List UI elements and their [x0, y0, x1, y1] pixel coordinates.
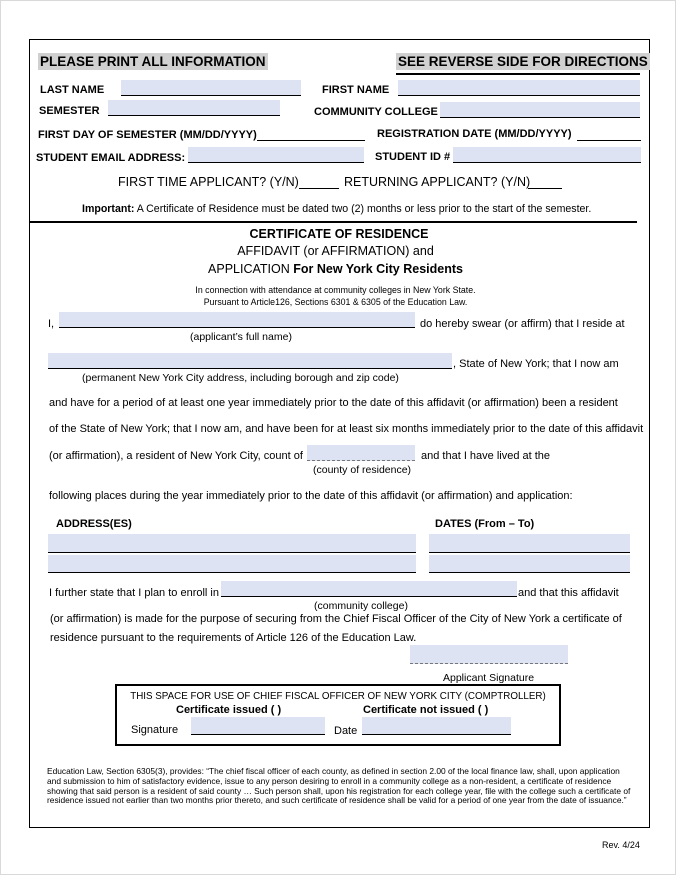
- community-college-label: COMMUNITY COLLEGE: [314, 106, 438, 118]
- first-name-field[interactable]: [398, 80, 640, 96]
- addresses-header: ADDRESS(ES): [56, 518, 132, 530]
- returning-label: RETURNING APPLICANT? (Y/N): [344, 175, 531, 189]
- dates-row-2[interactable]: [429, 555, 630, 573]
- address-caption: (permanent New York City address, including borough and zip code): [82, 372, 399, 384]
- important-label: Important:: [82, 203, 135, 215]
- header-underline: [396, 73, 640, 75]
- college-caption: (community college): [314, 600, 408, 612]
- pursuant-note: Pursuant to Article126, Sections 6301 & 6305 of the Education Law.: [203, 297, 468, 307]
- important-note: [82, 203, 591, 215]
- registration-date-label: REGISTRATION DATE (MM/DD/YYYY): [377, 128, 572, 140]
- first-time-label: FIRST TIME APPLICANT? (Y/N): [118, 175, 299, 189]
- email-field[interactable]: [188, 147, 364, 163]
- first-day-field[interactable]: [257, 125, 365, 141]
- section-divider: [29, 221, 637, 223]
- cfo-title: THIS SPACE FOR USE OF CHIEF FISCAL OFFICER OF NEW YORK CITY (COMPTROLLER): [130, 691, 546, 702]
- applicant-signature-field[interactable]: [410, 645, 568, 664]
- last-name-field[interactable]: [121, 80, 301, 96]
- dates-header: DATES (From – To): [435, 518, 535, 530]
- affidavit-subtitle: AFFIDAVIT (or AFFIRMATION) and: [237, 244, 434, 258]
- print-all-header: PLEASE PRINT ALL INFORMATION: [40, 54, 266, 69]
- first-name-label: FIRST NAME: [322, 84, 390, 96]
- application-word: APPLICATION: [208, 262, 294, 276]
- first-day-label: FIRST DAY OF SEMESTER (MM/DD/YYYY): [38, 129, 257, 141]
- returning-field[interactable]: [528, 173, 562, 189]
- paragraph-line-4: following places during the year immediately prior to the date of this affidavit (or affirmation) and application:: [49, 490, 573, 502]
- affidavit-text: and that this affidavit: [518, 587, 619, 599]
- community-college-field[interactable]: [440, 102, 640, 118]
- enroll-text: I further state that I plan to enroll in: [49, 587, 219, 599]
- paragraph-line-1: and have for a period of at least one year immediately prior to the date of this affidavit (or affirmation) been a resident: [49, 397, 618, 409]
- nyc-residents-text: For New York City Residents: [293, 262, 463, 276]
- revision-label: Rev. 4/24: [602, 840, 640, 850]
- state-ny-text: , State of New York; that I now am: [453, 358, 619, 370]
- i-label: I,: [48, 318, 55, 330]
- student-id-field[interactable]: [453, 147, 641, 163]
- education-law-footnote: Education Law, Section 6305(3), provides: “The chief fiscal officer of each county, as defined in section 2.00 of the local finance law, shall, upon application and submission to him of satisfactory evidence, issue to any person desiring to enroll in a community college as a non-resident, a certificate of residence showing that said person is a resident of said county … Such person shall, upon his registration for each college year, file with the college such a certificate of residence issued not earlier than two months prior thereto, and such certificate of residence shall be valid for a period of one year from the date of issuance.”: [47, 766, 631, 806]
- county-caption: (county of residence): [313, 464, 412, 476]
- dates-row-1[interactable]: [429, 534, 630, 553]
- semester-field[interactable]: [108, 100, 280, 116]
- county-field[interactable]: [307, 445, 415, 461]
- paragraph-line-6: (or affirmation) is made for the purpose of securing from the Chief Fiscal Officer of the City of New York a certificate of: [50, 613, 622, 625]
- certificate-issued[interactable]: Certificate issued ( ): [176, 704, 282, 716]
- certificate-not-issued[interactable]: Certificate not issued ( ): [363, 704, 489, 716]
- cfo-date-label: Date: [334, 725, 358, 737]
- reverse-side-header: SEE REVERSE SIDE FOR DIRECTIONS: [398, 54, 648, 69]
- registration-date-field[interactable]: [577, 125, 641, 141]
- address-row-2[interactable]: [48, 555, 416, 573]
- student-id-label: STUDENT ID #: [375, 151, 451, 163]
- signature-caption: Applicant Signature: [443, 672, 535, 684]
- cfo-box: [115, 684, 561, 746]
- connection-note: In connection with attendance at community colleges in New York State.: [195, 285, 476, 295]
- full-name-caption: (applicant’s full name): [190, 331, 292, 343]
- paragraph-line-3: (or affirmation), a resident of New York City, count of: [49, 450, 303, 462]
- first-time-field[interactable]: [299, 173, 339, 189]
- cfo-signature-label: Signature: [131, 724, 179, 736]
- paragraph-line-7: residence pursuant to the requirements of Article 126 of the Education Law.: [50, 632, 417, 644]
- important-text: A Certificate of Residence must be dated two (2) months or less prior to the start of the semester.: [136, 203, 592, 215]
- paragraph-line-2: of the State of New York; that I now am, and have been for at least six months immediately prior to the date of this affidavit: [49, 423, 644, 435]
- semester-label: SEMESTER: [39, 105, 100, 117]
- nyc-address-field[interactable]: [48, 353, 452, 369]
- lived-at-text: and that I have lived at the: [421, 450, 551, 462]
- email-label: STUDENT EMAIL ADDRESS:: [36, 152, 186, 164]
- last-name-label: LAST NAME: [40, 84, 105, 96]
- cfo-signature-field[interactable]: [191, 717, 325, 735]
- cfo-date-field[interactable]: [362, 717, 511, 735]
- certificate-title: CERTIFICATE OF RESIDENCE: [249, 227, 429, 241]
- enroll-college-field[interactable]: [221, 581, 517, 597]
- address-row-1[interactable]: [48, 534, 416, 553]
- swear-text: do hereby swear (or affirm) that I reside at: [420, 318, 625, 330]
- application-subtitle: [1, 262, 670, 276]
- applicant-name-field[interactable]: [59, 312, 415, 328]
